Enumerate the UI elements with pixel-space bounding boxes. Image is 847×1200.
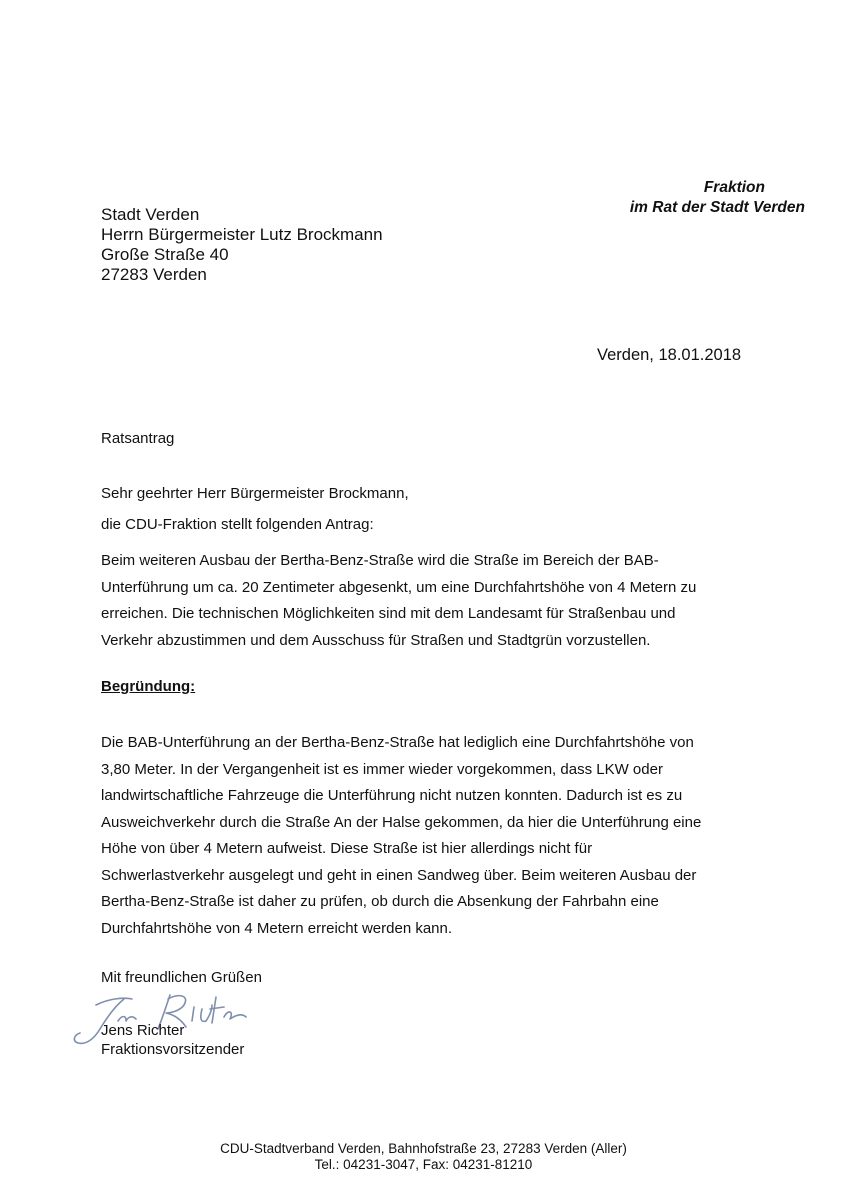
begruendung-line: Bertha-Benz-Straße ist daher zu prüfen, ob durch die Absenkung der Fahrbahn eine xyxy=(101,893,659,910)
recipient-address xyxy=(101,205,383,285)
signer-name: Jens Richter xyxy=(101,1022,185,1039)
recipient-line-3: Große Straße 40 xyxy=(101,245,229,264)
letter-footer xyxy=(0,1141,847,1173)
recipient-line-4: 27283 Verden xyxy=(101,265,207,284)
footer-contact: Tel.: 04231-3047, Fax: 04231-81210 xyxy=(314,1157,533,1172)
letter-date: Verden, 18.01.2018 xyxy=(597,346,742,364)
fraktion-title: Fraktion xyxy=(703,179,765,196)
antrag-paragraph xyxy=(101,548,741,654)
antrag-line: Beim weiteren Ausbau der Bertha-Benz-Straße wird die Straße im Bereich der BAB- xyxy=(101,552,659,569)
antrag-line: Unterführung um ca. 20 Zentimeter abgesenkt, um eine Durchfahrtshöhe von 4 Metern zu xyxy=(101,578,697,596)
signer-title: Fraktionsvorsitzender xyxy=(101,1041,245,1058)
signer-block xyxy=(101,1021,244,1059)
antrag-line: Verkehr abzustimmen und dem Ausschuss für Straßen und Stadtgrün vorzustellen. xyxy=(101,631,651,649)
salutation: Sehr geehrter Herr Bürgermeister Brockmann, xyxy=(101,485,409,502)
begruendung-line: Ausweichverkehr durch die Straße An der Halse gekommen, da hier die Unterführung eine xyxy=(101,813,702,831)
begruendung-line: landwirtschaftliche Fahrzeuge die Unterführung nicht nutzen konnten. Dadurch ist es zu xyxy=(101,787,683,804)
recipient-line-2: Herrn Bürgermeister Lutz Brockmann xyxy=(101,225,383,244)
sender-fraktion xyxy=(545,178,805,218)
begruendung-line: Schwerlastverkehr ausgelegt und geht in einen Sandweg über. Beim weiteren Ausbau der xyxy=(101,866,697,884)
intro-sentence: die CDU-Fraktion stellt folgenden Antrag: xyxy=(101,516,374,533)
begruendung-paragraph xyxy=(101,730,741,942)
letter-subject: Ratsantrag xyxy=(101,430,175,447)
footer-address: CDU-Stadtverband Verden, Bahnhofstraße 23, 27283 Verden (Aller) xyxy=(220,1141,627,1156)
antrag-line: erreichen. Die technischen Möglichkeiten sind mit dem Landesamt für Straßenbau und xyxy=(101,605,676,622)
recipient-line-1: Stadt Verden xyxy=(101,205,200,224)
begruendung-line: Durchfahrtshöhe von 4 Metern erreicht werden kann. xyxy=(101,919,453,937)
begruendung-line: Die BAB-Unterführung an der Bertha-Benz-Straße hat lediglich eine Durchfahrtshöhe von xyxy=(101,734,694,751)
begruendung-line: 3,80 Meter. In der Vergangenheit ist es immer wieder vorgekommen, dass LKW oder xyxy=(101,760,663,778)
begruendung-heading: Begründung: xyxy=(101,678,196,695)
begruendung-line: Höhe von über 4 Metern aufweist. Diese Straße ist hier allerdings nicht für xyxy=(101,840,593,857)
closing-phrase: Mit freundlichen Grüßen xyxy=(101,969,262,986)
fraktion-subtitle: im Rat der Stadt Verden xyxy=(629,199,805,216)
